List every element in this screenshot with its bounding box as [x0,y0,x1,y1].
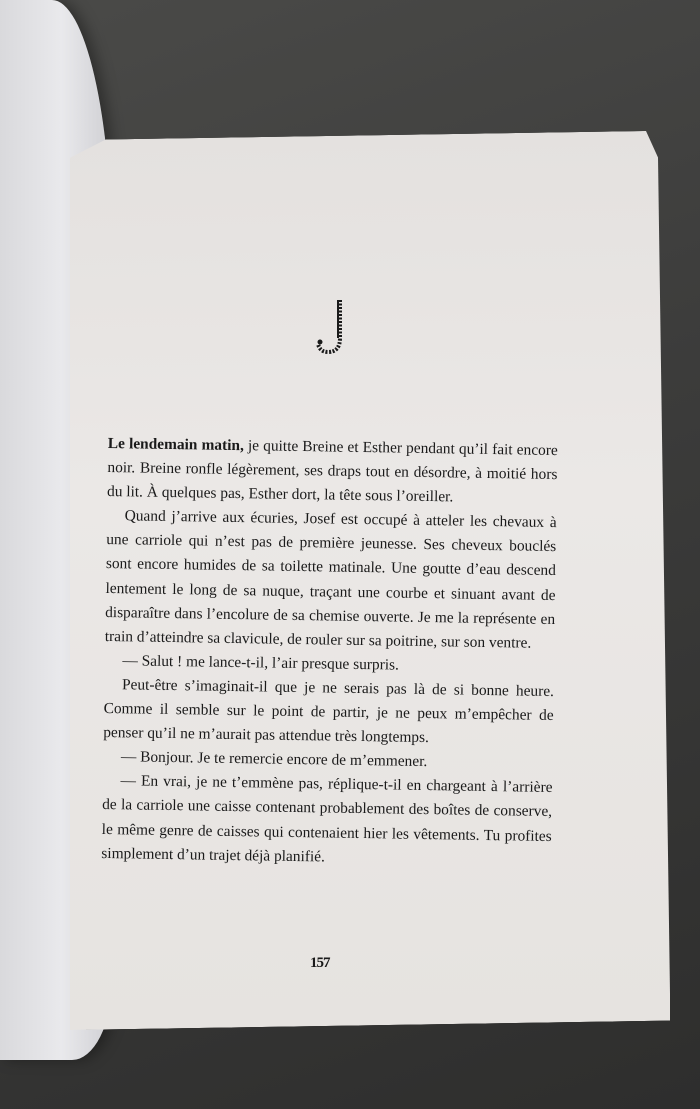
paragraph-text: — Salut ! me lance-t-il, l’air presque surpris. [122,652,400,674]
paragraph [103,673,554,752]
paragraph-text: je quitte Breine et Esther pendant qu’il fait encore noir. Breine ronfle légèrement, ses draps tout en désordre, à moitié hors du lit. À quelques pas, Esther dort, la tête sous l’oreiller. [106,437,558,506]
chapter-ornament [312,298,358,358]
ornamental-letter-icon [312,298,358,358]
paragraph-text: Quand j’arrive aux écuries, Josef est occupé à atteler les chevaux à une carriole qui n’est pas de première jeunesse. Ses cheveux bouclés sont encore humides de sa toilette matinale. Une goutte d’eau descend lentement le long de sa nuque, traçant une courbe et sinuant avant de disparaître dans l’encolure de sa chemise ouverte. Je me la représente en train d’atteindre sa clavicule, de rouler sur sa poitrine, sur son ventre. [104,507,557,652]
chapter-text [101,432,558,873]
paragraph-lead: Le lendemain matin, [107,434,244,455]
paragraph-text: Peut-être s’imaginait-il que je ne serais pas là de si bonne heure. Comme il semble sur le point de partir, je ne peux m’empêcher de penser qu’il ne m’aurait pas attendue très longtemps. [103,676,555,747]
paragraph-text: — Bonjour. Je te remercie encore de m’emmener. [120,748,428,771]
paragraph-text: — En vrai, je ne t’emmène pas, réplique-t-il en chargeant à l’arrière de la carriole une caisse contenant probablement des boîtes de conserve, le même genre de caisses qui contenaient hier les vêtements. Tu profites simplement d’un trajet déjà planifié. [101,772,553,866]
paragraph [107,432,558,511]
page-number: 157 [310,955,330,971]
dialogue-line [101,769,552,872]
paragraph [105,504,557,656]
